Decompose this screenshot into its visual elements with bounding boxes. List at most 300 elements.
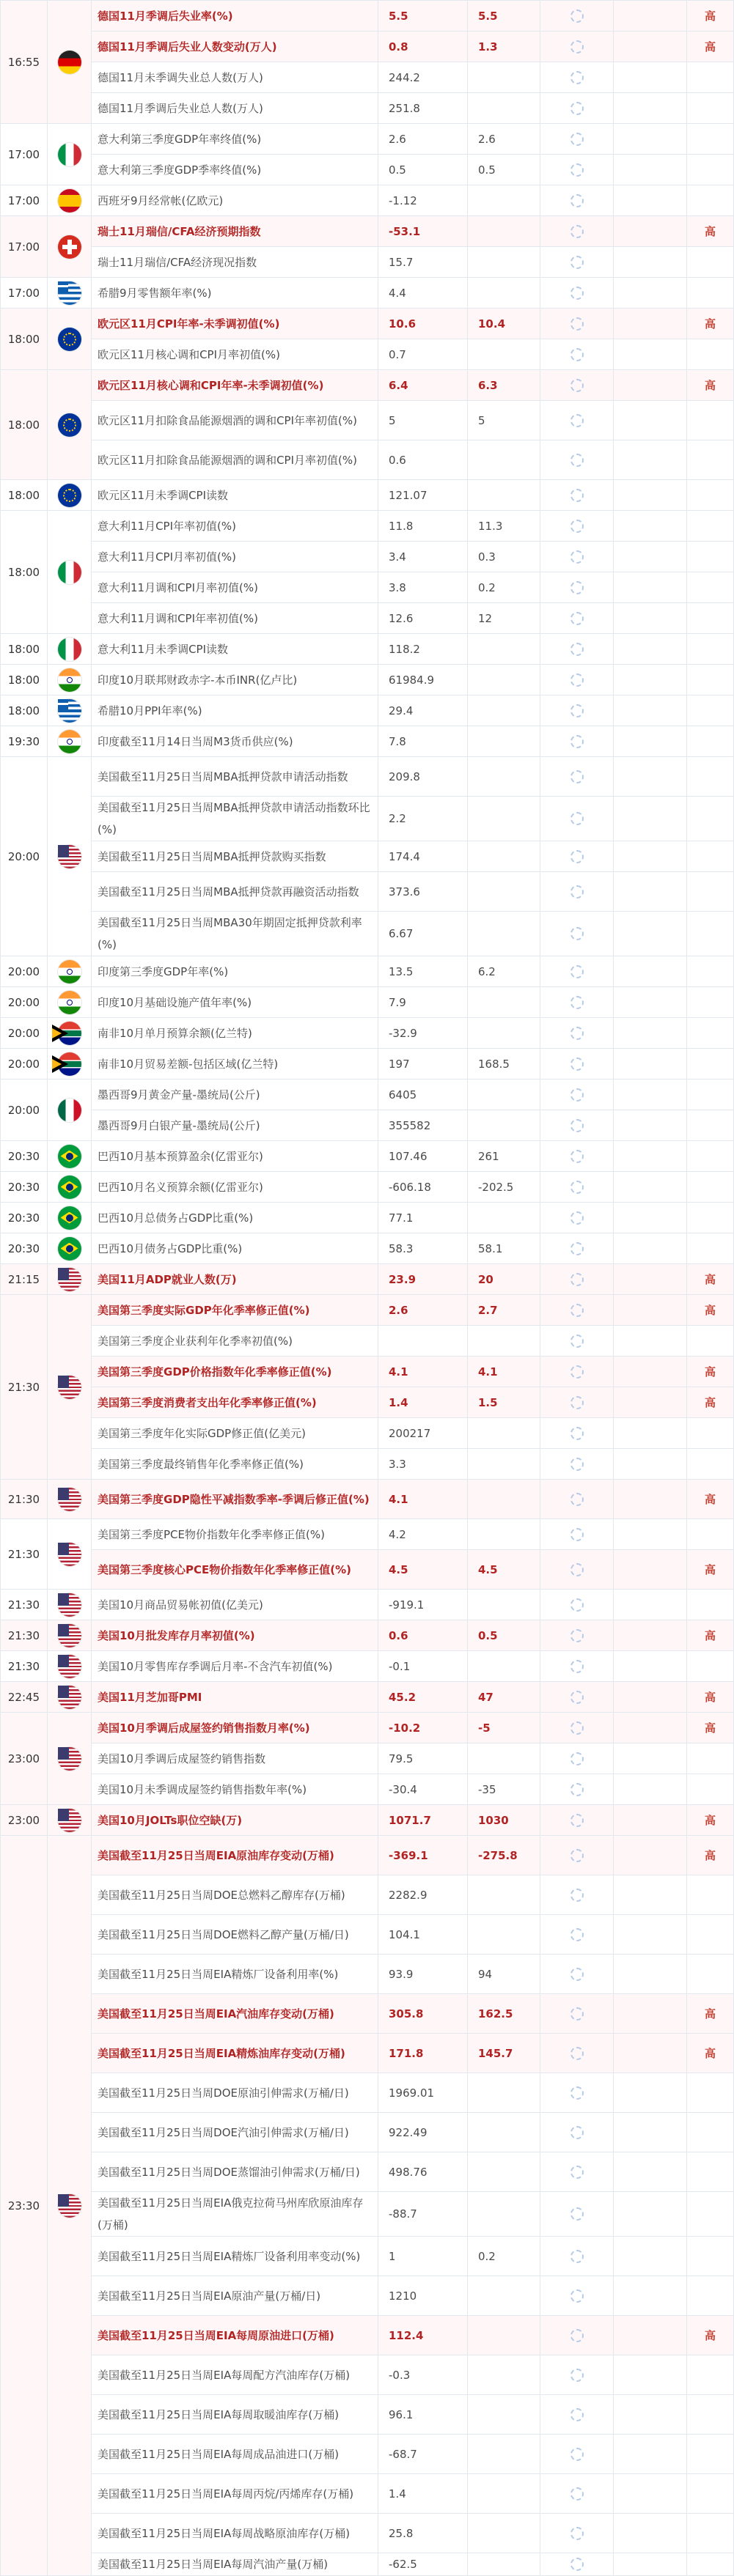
event-name[interactable]: 美国第三季度GDP隐性平减指数季率-季调后修正值(%) xyxy=(92,1480,378,1519)
event-name[interactable]: 巴西10月总债务占GDP比重(%) xyxy=(92,1203,378,1233)
event-name[interactable]: 美国10月季调后成屋签约销售指数 xyxy=(92,1743,378,1774)
event-name[interactable]: 美国第三季度核心PCE物价指数年化季率修正值(%) xyxy=(92,1550,378,1590)
actual-value: 0.5 xyxy=(378,155,468,185)
importance-badge xyxy=(687,634,734,665)
event-time: 18:00 xyxy=(1,634,48,665)
event-name[interactable]: 欧元区11月扣除食品能源烟酒的调和CPI年率初值(%) xyxy=(92,401,378,440)
importance-badge xyxy=(687,1418,734,1449)
forecast-value xyxy=(468,912,540,956)
event-name[interactable]: 印度截至11月14日当周M3货币供应(%) xyxy=(92,726,378,757)
event-name[interactable]: 西班牙9月经常帐(亿欧元) xyxy=(92,185,378,216)
result-pending-cell xyxy=(540,1590,614,1620)
event-time: 20:30 xyxy=(1,1141,48,1172)
importance-badge xyxy=(687,2237,734,2276)
event-name[interactable]: 美国11月芝加哥PMI xyxy=(92,1682,378,1713)
event-name[interactable]: 美国截至11月25日当周EIA每周配方汽油库存(万桶) xyxy=(92,2355,378,2395)
event-row xyxy=(1,1295,734,1326)
event-time: 23:00 xyxy=(1,1713,48,1805)
loading-spinner-icon xyxy=(570,770,584,783)
forecast-value xyxy=(468,480,540,511)
event-row xyxy=(1,1233,734,1264)
event-name[interactable]: 意大利第三季度GDP年率终值(%) xyxy=(92,124,378,155)
event-name[interactable]: 美国10月季调后成屋签约销售指数月率(%) xyxy=(92,1713,378,1743)
result-pending-cell xyxy=(540,278,614,309)
event-name[interactable]: 意大利11月调和CPI年率初值(%) xyxy=(92,603,378,634)
actual-value: 3.4 xyxy=(378,542,468,572)
event-name[interactable]: 美国截至11月25日当周MBA抵押贷款购买指数 xyxy=(92,841,378,872)
event-row xyxy=(1,2073,734,2113)
result-pending-cell xyxy=(540,1,614,32)
event-name[interactable]: 美国截至11月25日当周EIA精炼厂设备利用率(%) xyxy=(92,1955,378,1994)
forecast-value: 5 xyxy=(468,401,540,440)
importance-badge xyxy=(687,1449,734,1480)
importance-badge xyxy=(687,1049,734,1080)
event-name[interactable]: 瑞士11月瑞信/CFA经济现况指数 xyxy=(92,247,378,278)
event-name[interactable]: 希腊10月PPI年率(%) xyxy=(92,695,378,726)
actual-value: -1.12 xyxy=(378,185,468,216)
event-row xyxy=(1,1357,734,1387)
loading-spinner-icon xyxy=(570,1928,584,1941)
forecast-value: 1.3 xyxy=(468,32,540,62)
loading-spinner-icon xyxy=(570,643,584,656)
result-pending-cell xyxy=(540,2113,614,2152)
forecast-value xyxy=(468,1418,540,1449)
forecast-value xyxy=(468,1590,540,1620)
event-name[interactable]: 美国第三季度最终销售年化季率修正值(%) xyxy=(92,1449,378,1480)
event-name[interactable]: 美国截至11月25日当周EIA每周丙烷/丙烯库存(万桶) xyxy=(92,2474,378,2514)
event-name[interactable]: 德国11月季调后失业人数变动(万人) xyxy=(92,32,378,62)
event-name[interactable]: 希腊9月零售额年率(%) xyxy=(92,278,378,309)
empty-cell xyxy=(614,665,687,695)
forecast-value xyxy=(468,2316,540,2355)
event-name[interactable]: 瑞士11月瑞信/CFA经济预期指数 xyxy=(92,216,378,247)
event-time: 20:00 xyxy=(1,757,48,956)
actual-value: 1210 xyxy=(378,2276,468,2316)
actual-value: 96.1 xyxy=(378,2395,468,2435)
actual-value: 15.7 xyxy=(378,247,468,278)
result-pending-cell xyxy=(540,2192,614,2237)
event-name[interactable]: 美国11月ADP就业人数(万) xyxy=(92,1264,378,1295)
actual-value: 2.6 xyxy=(378,1295,468,1326)
loading-spinner-icon xyxy=(570,965,584,978)
event-name[interactable]: 印度第三季度GDP年率(%) xyxy=(92,956,378,987)
actual-value: 498.76 xyxy=(378,2152,468,2192)
country-flag-cell xyxy=(48,695,92,726)
forecast-value xyxy=(468,797,540,841)
importance-badge xyxy=(687,480,734,511)
event-row xyxy=(1,1,734,32)
loading-spinner-icon xyxy=(570,1119,584,1132)
actual-value: 0.8 xyxy=(378,32,468,62)
event-name[interactable]: 美国截至11月25日当周MBA抵押贷款申请活动指数 xyxy=(92,757,378,797)
event-row xyxy=(1,1682,734,1713)
importance-badge xyxy=(687,2435,734,2474)
event-row xyxy=(1,797,734,841)
result-pending-cell xyxy=(540,1994,614,2034)
event-name[interactable]: 意大利11月CPI月率初值(%) xyxy=(92,542,378,572)
country-flag-cell xyxy=(48,757,92,956)
event-name[interactable]: 意大利11月CPI年率初值(%) xyxy=(92,511,378,542)
forecast-value: 145.7 xyxy=(468,2034,540,2073)
event-name[interactable]: 欧元区11月核心调和CPI年率-未季调初值(%) xyxy=(92,370,378,401)
forecast-value xyxy=(468,1018,540,1049)
loading-spinner-icon xyxy=(570,2047,584,2060)
event-name[interactable]: 美国10月JOLTs职位空缺(万) xyxy=(92,1805,378,1836)
usa-flag-icon xyxy=(58,1809,81,1832)
importance-badge: 高 xyxy=(687,1550,734,1590)
usa-flag-icon xyxy=(58,1655,81,1678)
event-row xyxy=(1,542,734,572)
actual-value: -30.4 xyxy=(378,1774,468,1805)
event-row xyxy=(1,1203,734,1233)
event-name[interactable]: 德国11月季调后失业率(%) xyxy=(92,1,378,32)
empty-cell xyxy=(614,1387,687,1418)
loading-spinner-icon xyxy=(570,1889,584,1902)
loading-spinner-icon xyxy=(570,2558,584,2571)
event-name[interactable]: 欧元区11月扣除食品能源烟酒的调和CPI月率初值(%) xyxy=(92,440,378,480)
actual-value: 10.6 xyxy=(378,309,468,339)
event-name[interactable]: 美国截至11月25日当周MBA抵押贷款申请活动指数环比(%) xyxy=(92,797,378,841)
forecast-value: 162.5 xyxy=(468,1994,540,2034)
country-flag-cell xyxy=(48,1141,92,1172)
event-name[interactable]: 美国10月商品贸易帐初值(亿美元) xyxy=(92,1590,378,1620)
empty-cell xyxy=(614,1774,687,1805)
actual-value: 0.7 xyxy=(378,339,468,370)
italy-flag-icon xyxy=(58,638,81,661)
event-name[interactable]: 美国截至11月25日当周DOE原油引伸需求(万桶/日) xyxy=(92,2073,378,2113)
event-name[interactable]: 美国第三季度企业获利年化季率初值(%) xyxy=(92,1326,378,1357)
event-name[interactable]: 巴西10月基本预算盈余(亿雷亚尔) xyxy=(92,1141,378,1172)
event-name[interactable]: 美国10月零售库存季调后月率-不含汽车初值(%) xyxy=(92,1651,378,1682)
event-name[interactable]: 美国截至11月25日当周EIA每周取暖油库存(万桶) xyxy=(92,2395,378,2435)
empty-cell xyxy=(614,572,687,603)
event-row xyxy=(1,1805,734,1836)
loading-spinner-icon xyxy=(570,1242,584,1255)
importance-badge xyxy=(687,124,734,155)
result-pending-cell xyxy=(540,32,614,62)
event-row xyxy=(1,1141,734,1172)
event-name[interactable]: 美国第三季度年化实际GDP修正值(亿美元) xyxy=(92,1418,378,1449)
empty-cell xyxy=(614,726,687,757)
actual-value: 79.5 xyxy=(378,1743,468,1774)
event-name[interactable]: 美国截至11月25日当周EIA每周原油进口(万桶) xyxy=(92,2316,378,2355)
loading-spinner-icon xyxy=(570,1211,584,1225)
event-row xyxy=(1,1110,734,1141)
result-pending-cell xyxy=(540,912,614,956)
event-name[interactable]: 南非10月单月预算余额(亿兰特) xyxy=(92,1018,378,1049)
event-name[interactable]: 印度10月联邦财政赤字-本币INR(亿卢比) xyxy=(92,665,378,695)
actual-value: 922.49 xyxy=(378,2113,468,2152)
empty-cell xyxy=(614,511,687,542)
event-row xyxy=(1,726,734,757)
event-name[interactable]: 美国10月批发库存月率初值(%) xyxy=(92,1620,378,1651)
actual-value: 4.5 xyxy=(378,1550,468,1590)
importance-badge xyxy=(687,1203,734,1233)
result-pending-cell xyxy=(540,841,614,872)
event-row xyxy=(1,987,734,1018)
importance-badge xyxy=(687,1110,734,1141)
empty-cell xyxy=(614,603,687,634)
event-row xyxy=(1,1172,734,1203)
event-name[interactable]: 美国截至11月25日当周EIA俄克拉荷马州库欣原油库存(万桶) xyxy=(92,2192,378,2237)
forecast-value: -5 xyxy=(468,1713,540,1743)
event-name[interactable]: 美国截至11月25日当周EIA原油产量(万桶/日) xyxy=(92,2276,378,2316)
country-flag-cell xyxy=(48,1080,92,1141)
event-name[interactable]: 印度10月基础设施产值年率(%) xyxy=(92,987,378,1018)
actual-value: 174.4 xyxy=(378,841,468,872)
actual-value: 6405 xyxy=(378,1080,468,1110)
forecast-value xyxy=(468,872,540,912)
empty-cell xyxy=(614,1233,687,1264)
event-row xyxy=(1,1264,734,1295)
empty-cell xyxy=(614,216,687,247)
actual-value: 244.2 xyxy=(378,62,468,93)
event-time: 21:30 xyxy=(1,1651,48,1682)
importance-badge xyxy=(687,695,734,726)
event-name[interactable]: 墨西哥9月白银产量-墨统局(公斤) xyxy=(92,1110,378,1141)
event-row xyxy=(1,1875,734,1915)
loading-spinner-icon xyxy=(570,1181,584,1194)
empty-cell xyxy=(614,1418,687,1449)
event-time: 20:00 xyxy=(1,1049,48,1080)
empty-cell xyxy=(614,634,687,665)
country-flag-cell xyxy=(48,1805,92,1836)
event-name[interactable]: 德国11月季调后失业总人数(万人) xyxy=(92,93,378,124)
country-flag-cell xyxy=(48,1233,92,1264)
result-pending-cell xyxy=(540,1295,614,1326)
india-flag-icon xyxy=(58,668,81,692)
actual-value: -919.1 xyxy=(378,1590,468,1620)
event-name[interactable]: 美国截至11月25日当周MBA抵押贷款再融资活动指数 xyxy=(92,872,378,912)
result-pending-cell xyxy=(540,1172,614,1203)
loading-spinner-icon xyxy=(570,612,584,625)
importance-badge xyxy=(687,1519,734,1550)
importance-badge xyxy=(687,603,734,634)
event-name[interactable]: 欧元区11月未季调CPI读数 xyxy=(92,480,378,511)
event-row xyxy=(1,93,734,124)
empty-cell xyxy=(614,1994,687,2034)
event-name[interactable]: 美国截至11月25日当周MBA30年期固定抵押贷款利率(%) xyxy=(92,912,378,956)
event-name[interactable]: 美国截至11月25日当周DOE燃料乙醇产量(万桶/日) xyxy=(92,1915,378,1955)
forecast-value xyxy=(468,1480,540,1519)
loading-spinner-icon xyxy=(570,379,584,392)
country-flag-cell xyxy=(48,1,92,124)
forecast-value: 58.1 xyxy=(468,1233,540,1264)
loading-spinner-icon xyxy=(570,1458,584,1471)
event-name[interactable]: 美国第三季度消费者支出年化季率修正值(%) xyxy=(92,1387,378,1418)
loading-spinner-icon xyxy=(570,1849,584,1862)
italy-flag-icon xyxy=(58,561,81,584)
event-name[interactable]: 美国第三季度实际GDP年化季率修正值(%) xyxy=(92,1295,378,1326)
actual-value: 58.3 xyxy=(378,1233,468,1264)
actual-value: 7.9 xyxy=(378,987,468,1018)
result-pending-cell xyxy=(540,2316,614,2355)
actual-value: 1.4 xyxy=(378,1387,468,1418)
event-name[interactable]: 巴西10月债务占GDP比重(%) xyxy=(92,1233,378,1264)
loading-spinner-icon xyxy=(570,673,584,687)
empty-cell xyxy=(614,2192,687,2237)
event-name[interactable]: 美国10月未季调成屋签约销售指数年率(%) xyxy=(92,1774,378,1805)
country-flag-cell xyxy=(48,1620,92,1651)
actual-value: 3.3 xyxy=(378,1449,468,1480)
importance-badge xyxy=(687,2514,734,2553)
importance-badge: 高 xyxy=(687,309,734,339)
event-row xyxy=(1,1018,734,1049)
event-time: 17:00 xyxy=(1,185,48,216)
empty-cell xyxy=(614,1203,687,1233)
event-name[interactable]: 南非10月贸易差额-包括区域(亿兰特) xyxy=(92,1049,378,1080)
event-name[interactable]: 美国截至11月25日当周EIA精炼油库存变动(万桶) xyxy=(92,2034,378,2073)
loading-spinner-icon xyxy=(570,2408,584,2421)
india-flag-icon xyxy=(58,730,81,753)
importance-badge xyxy=(687,278,734,309)
forecast-value: 12 xyxy=(468,603,540,634)
actual-value: 6.4 xyxy=(378,370,468,401)
result-pending-cell xyxy=(540,2073,614,2113)
event-time: 18:00 xyxy=(1,665,48,695)
importance-badge xyxy=(687,1651,734,1682)
event-time: 23:30 xyxy=(1,1836,48,2576)
result-pending-cell xyxy=(540,2276,614,2316)
country-flag-cell xyxy=(48,1295,92,1480)
forecast-value: 10.4 xyxy=(468,309,540,339)
event-name[interactable]: 美国截至11月25日当周DOE总燃料乙醇库存(万桶) xyxy=(92,1875,378,1915)
empty-cell xyxy=(614,1805,687,1836)
event-name[interactable]: 欧元区11月CPI年率-未季调初值(%) xyxy=(92,309,378,339)
event-name[interactable]: 美国截至11月25日当周EIA每周汽油产量(万桶) xyxy=(92,2553,378,2576)
event-name[interactable]: 意大利第三季度GDP季率终值(%) xyxy=(92,155,378,185)
empty-cell xyxy=(614,912,687,956)
forecast-value: 0.2 xyxy=(468,572,540,603)
empty-cell xyxy=(614,1049,687,1080)
loading-spinner-icon xyxy=(570,1088,584,1101)
event-name[interactable]: 美国截至11月25日当周EIA精炼厂设备利用率变动(%) xyxy=(92,2237,378,2276)
loading-spinner-icon xyxy=(570,133,584,146)
empty-cell xyxy=(614,278,687,309)
country-flag-cell xyxy=(48,1519,92,1590)
loading-spinner-icon xyxy=(570,1968,584,1981)
event-row xyxy=(1,1590,734,1620)
empty-cell xyxy=(614,1713,687,1743)
empty-cell xyxy=(614,370,687,401)
country-flag-cell xyxy=(48,185,92,216)
loading-spinner-icon xyxy=(570,1304,584,1317)
usa-flag-icon xyxy=(58,1747,81,1771)
event-row xyxy=(1,1994,734,2034)
event-time: 22:45 xyxy=(1,1682,48,1713)
event-row xyxy=(1,278,734,309)
importance-badge xyxy=(687,572,734,603)
result-pending-cell xyxy=(540,1955,614,1994)
event-name[interactable]: 美国截至11月25日当周DOE汽油引伸需求(万桶/日) xyxy=(92,2113,378,2152)
forecast-value xyxy=(468,634,540,665)
importance-badge xyxy=(687,2474,734,2514)
event-name[interactable]: 墨西哥9月黄金产量-墨统局(公斤) xyxy=(92,1080,378,1110)
germany-flag-icon xyxy=(58,51,81,74)
forecast-value: 11.3 xyxy=(468,511,540,542)
greece-flag-icon xyxy=(58,281,81,305)
importance-badge xyxy=(687,2276,734,2316)
event-name[interactable]: 欧元区11月核心调和CPI月率初值(%) xyxy=(92,339,378,370)
event-name[interactable]: 美国截至11月25日当周EIA每周成品油进口(万桶) xyxy=(92,2435,378,2474)
country-flag-cell xyxy=(48,726,92,757)
event-name[interactable]: 巴西10月名义预算余额(亿雷亚尔) xyxy=(92,1172,378,1203)
empty-cell xyxy=(614,440,687,480)
result-pending-cell xyxy=(540,665,614,695)
forecast-value: 168.5 xyxy=(468,1049,540,1080)
event-row xyxy=(1,124,734,155)
actual-value: 4.1 xyxy=(378,1357,468,1387)
event-row xyxy=(1,1774,734,1805)
forecast-value xyxy=(468,62,540,93)
empty-cell xyxy=(614,2152,687,2192)
empty-cell xyxy=(614,1915,687,1955)
result-pending-cell xyxy=(540,956,614,987)
event-row xyxy=(1,1713,734,1743)
event-name[interactable]: 美国截至11月25日当周EIA汽油库存变动(万桶) xyxy=(92,1994,378,2034)
forecast-value xyxy=(468,1915,540,1955)
actual-value: 61984.9 xyxy=(378,665,468,695)
event-row xyxy=(1,370,734,401)
event-name[interactable]: 美国第三季度PCE物价指数年化季率修正值(%) xyxy=(92,1519,378,1550)
brazil-flag-icon xyxy=(58,1145,81,1168)
event-name[interactable]: 美国第三季度GDP价格指数年化季率修正值(%) xyxy=(92,1357,378,1387)
actual-value: 12.6 xyxy=(378,603,468,634)
empty-cell xyxy=(614,1295,687,1326)
loading-spinner-icon xyxy=(570,1365,584,1379)
loading-spinner-icon xyxy=(570,2329,584,2342)
empty-cell xyxy=(614,542,687,572)
event-row xyxy=(1,2276,734,2316)
loading-spinner-icon xyxy=(570,2007,584,2020)
result-pending-cell xyxy=(540,124,614,155)
result-pending-cell xyxy=(540,1875,614,1915)
importance-badge xyxy=(687,1326,734,1357)
forecast-value xyxy=(468,2192,540,2237)
forecast-value: 0.5 xyxy=(468,155,540,185)
actual-value: 25.8 xyxy=(378,2514,468,2553)
importance-badge xyxy=(687,1774,734,1805)
country-flag-cell xyxy=(48,1203,92,1233)
empty-cell xyxy=(614,695,687,726)
event-time: 23:00 xyxy=(1,1805,48,1836)
importance-badge xyxy=(687,1080,734,1110)
importance-badge: 高 xyxy=(687,1620,734,1651)
empty-cell xyxy=(614,1519,687,1550)
empty-cell xyxy=(614,1743,687,1774)
event-name[interactable]: 德国11月未季调失业总人数(万人) xyxy=(92,62,378,93)
event-name[interactable]: 美国截至11月25日当周EIA每周战略原油库存(万桶) xyxy=(92,2514,378,2553)
importance-badge xyxy=(687,93,734,124)
event-name[interactable]: 意大利11月调和CPI月率初值(%) xyxy=(92,572,378,603)
brazil-flag-icon xyxy=(58,1237,81,1261)
event-row xyxy=(1,2113,734,2152)
loading-spinner-icon xyxy=(570,1691,584,1704)
importance-badge: 高 xyxy=(687,370,734,401)
actual-value: -53.1 xyxy=(378,216,468,247)
result-pending-cell xyxy=(540,1550,614,1590)
event-name[interactable]: 意大利11月未季调CPI读数 xyxy=(92,634,378,665)
importance-badge xyxy=(687,2073,734,2113)
empty-cell xyxy=(614,309,687,339)
loading-spinner-icon xyxy=(570,1493,584,1506)
usa-flag-icon xyxy=(58,1543,81,1566)
event-name[interactable]: 美国截至11月25日当周EIA原油库存变动(万桶) xyxy=(92,1836,378,1875)
forecast-value: -35 xyxy=(468,1774,540,1805)
event-name[interactable]: 美国截至11月25日当周DOE蒸馏油引伸需求(万桶/日) xyxy=(92,2152,378,2192)
importance-badge xyxy=(687,1141,734,1172)
result-pending-cell xyxy=(540,1743,614,1774)
